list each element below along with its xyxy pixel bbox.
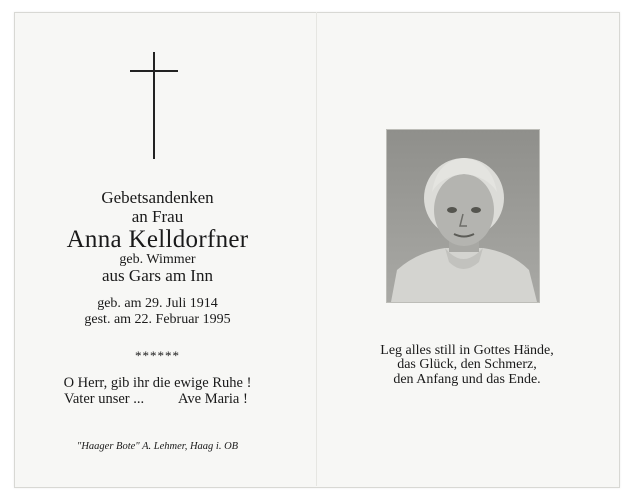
death-date: gest. am 22. Februar 1995 [84,312,231,327]
verse-line-1: Leg alles still in Gottes Hände, [380,343,554,358]
card-fold-line [316,12,317,486]
verse-line-2: das Glück, den Schmerz, [397,357,537,372]
hometown: aus Gars am Inn [102,266,213,285]
verse-line-3: den Anfang und das Ende. [393,372,541,387]
card-title: Gebetsandenken [101,188,214,207]
prayer-line: O Herr, gib ihr die ewige Ruhe ! [63,375,252,391]
salutation: an Frau [131,207,184,226]
separator: ****** [135,348,180,363]
portrait-illustration [387,130,539,302]
prayer-vater-unser: Vater unser ... [64,391,145,407]
portrait-photo [386,129,540,303]
cross-icon-bar [130,70,178,72]
prayer-ave-maria: Ave Maria ! [178,391,248,407]
cross-icon [153,52,155,159]
printer-credit: "Haager Bote" A. Lehmer, Haag i. OB [76,441,239,452]
birth-name: geb. Wimmer [119,252,196,267]
deceased-name: Anna Kelldorfner [66,226,249,253]
birth-date: geb. am 29. Juli 1914 [97,296,218,311]
